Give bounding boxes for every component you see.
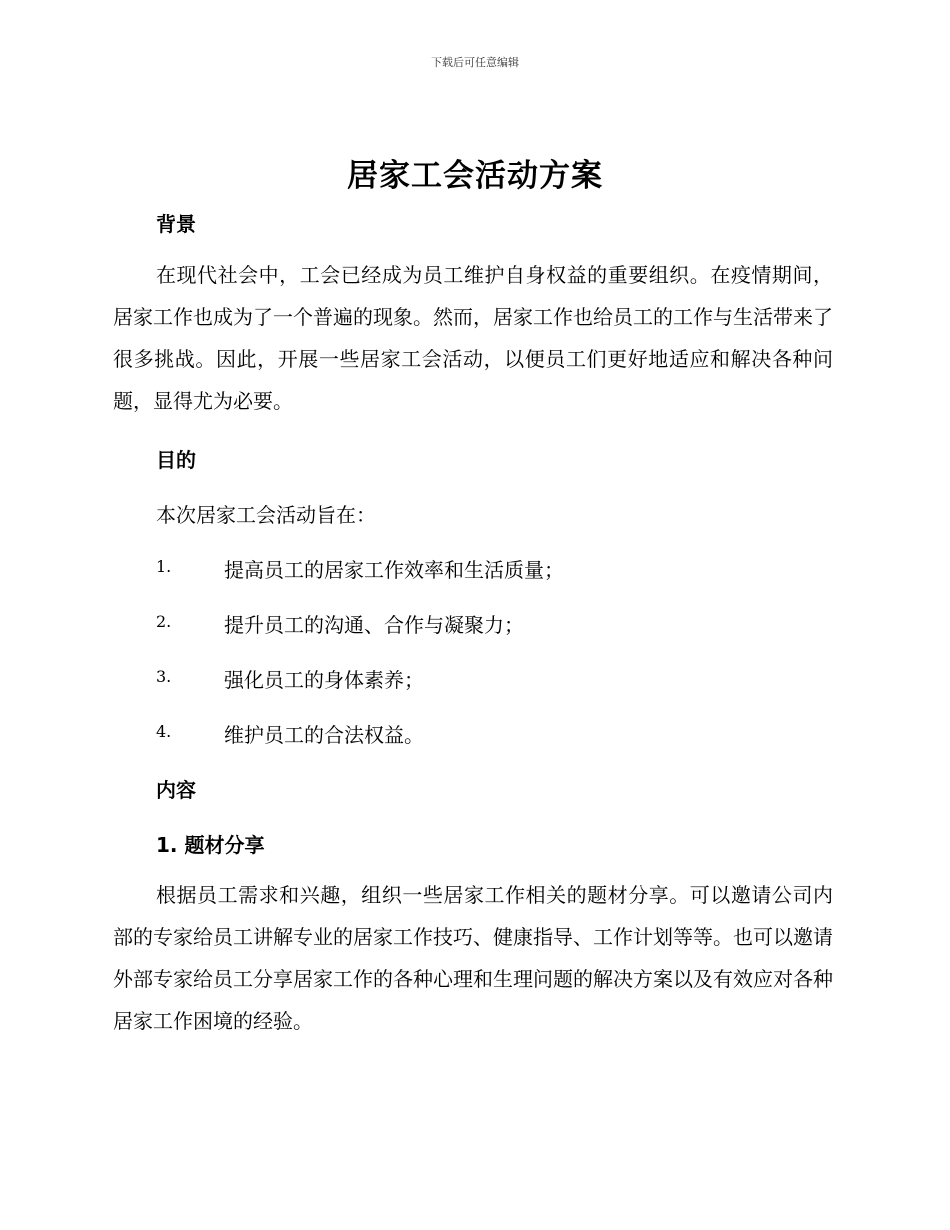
topic-sharing-paragraph: 根据员工需求和兴趣，组织一些居家工作相关的题材分享。可以邀请公司内部的专家给员工讲解专业的居家工作技巧、健康指导、工作计划等等。也可以邀请外部专家给员工分享居家工作的各种心理和生理问题的解决方案以及有效应对各种居家工作困境的经验。	[113, 883, 833, 1033]
section-heading-background: 背景	[156, 212, 196, 236]
subsection-heading-topic-sharing: 1. 题材分享	[156, 833, 265, 857]
document-title: 居家工会活动方案	[347, 158, 603, 194]
section-heading-purpose: 目的	[156, 448, 196, 472]
section-heading-content: 内容	[156, 778, 196, 802]
list-item-text: 提升员工的沟通、合作与凝聚力；	[224, 613, 524, 637]
background-paragraph: 在现代社会中，工会已经成为员工维护自身权益的重要组织。在疫情期间，居家工作也成为了一个普遍的现象。然而，居家工作也给员工的工作与生活带来了很多挑战。因此，开展一些居家工会活动，以便员工们更好地适应和解决各种问题，显得尤为必要。	[113, 263, 833, 413]
purpose-intro: 本次居家工会活动旨在：	[156, 503, 376, 527]
list-item-text: 强化员工的身体素养；	[224, 668, 424, 692]
page-header: 下载后可任意编辑	[431, 56, 519, 69]
list-item-number: 1.	[156, 557, 172, 576]
list-item-number: 2.	[156, 612, 172, 631]
list-item-text: 提高员工的居家工作效率和生活质量；	[224, 558, 564, 582]
list-item-number: 3.	[156, 667, 172, 686]
list-item-number: 4.	[156, 722, 172, 741]
list-item-text: 维护员工的合法权益。	[224, 723, 424, 747]
